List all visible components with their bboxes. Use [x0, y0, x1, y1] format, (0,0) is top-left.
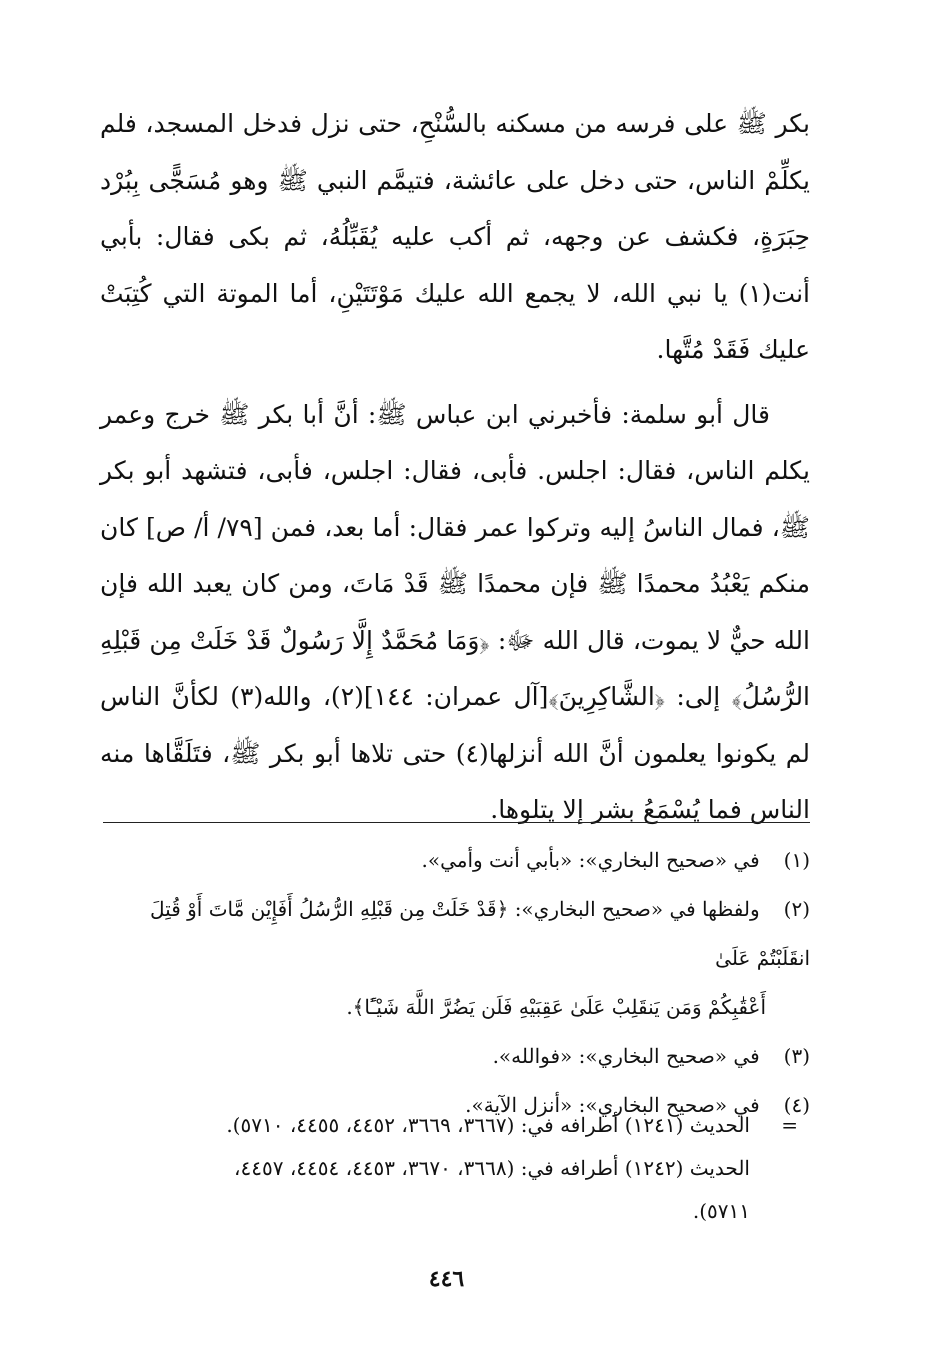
hadith-ref-line-2: الحديث (١٢٤٢) أطرافه في: (٣٦٦٨، ٣٦٧٠، ٤٤٥٣، ٤٤٥٤، ٤٤٥٧،	[234, 1156, 750, 1180]
footnote-text-continued: أَعْقَٰبِكُمْ وَمَن يَنقَلِبْ عَلَىٰ عَقِبَيْهِ فَلَن يَضُرَّ اللَّهَ شَيْـًٔا﴾.	[346, 995, 766, 1019]
footnote-number: (٢)	[783, 897, 810, 921]
footnote-text: ولفظها في «صحيح البخاري»: ﴿قَدْ خَلَتْ مِن قَبْلِهِ الرُّسُلُ أَفَإِيْن مَّاتَ أَوْ قُتِلَ انقَلَبْتُمْ عَلَىٰ	[150, 897, 810, 970]
footnote-3	[96, 1032, 810, 1081]
footnote-text: في «صحيح البخاري»: «فوالله».	[492, 1044, 760, 1068]
hadith-ref-line-1: الحديث (١٢٤١) أطرافه في: (٣٦٦٧، ٣٦٦٩، ٤٤٥٢، ٤٤٥٥، ٥٧١٠).	[226, 1113, 750, 1137]
page-number: ٤٤٦	[428, 1266, 465, 1292]
footnote-text: في «صحيح البخاري»: «أنزل الآية».	[465, 1093, 760, 1117]
footnote-2	[96, 885, 810, 1032]
footnote-1	[96, 836, 810, 885]
footnotes-list	[96, 836, 810, 1130]
paragraph-1: بكر ﷺ على فرسه من مسكنه بالسُّنْحِ، حتى نزل فدخل المسجد، فلم يكلِّمْ الناس، حتى دخل على عائشة، فتيمَّم النبي ﷺ وهو مُسَجًّى بِبُرْد حِبَرَةٍ، فكشف عن وجهه، ثم أكب عليه يُقَبِّلُهُ، ثم بكى فقال: بأبي أنت(١) يا نبي الله، لا يجمع الله عليك مَوْتَتَيْنِ، أما الموتة التي كُتِبَتْ عليك فَقَدْ مُتَّها.	[100, 109, 810, 364]
footnote-number: (١)	[783, 848, 810, 872]
footnote-number: (٣)	[783, 1044, 810, 1068]
footnote-separator	[103, 822, 810, 823]
footnote-text: في «صحيح البخاري»: «بأبي أنت وأمي».	[421, 848, 760, 872]
footnote-number: (٤)	[783, 1093, 810, 1117]
paragraph-2: قال أبو سلمة: فأخبرني ابن عباس ﷺ: أنَّ أبا بكر ﷺ خرج وعمر يكلم الناس، فقال: اجلس. فأبى، فقال: اجلس، فأبى، فتشهد أبو بكر ﷺ، فمال الناسُ إليه وتركوا عمر فقال: أما بعد، فمن [٧٩/ أ/ ص] كان منكم يَعْبُدُ محمدًا ﷺ فإن محمدًا ﷺ قَدْ مَاتَ، ومن كان يعبد الله فإن الله حيٌّ لا يموت، قال الله ﷻ: ﴿وَمَا مُحَمَّدٌ إِلَّا رَسُولٌ قَدْ خَلَتْ مِن قَبْلِهِ الرُّسُلُ﴾ إلى: ﴿الشَّاكِرِينَ﴾[آل عمران: ١٤٤](٢)، والله(٣) لكأنَّ الناس لم يكونوا يعلمون أنَّ الله أنزلها(٤) حتى تلاها أبو بكر ﷺ، فتَلَقَّاها منه الناس فما يُسْمَعُ بشر إلا يتلوها.	[100, 399, 811, 824]
hadith-ref-line-3: ٥٧١١).	[692, 1199, 750, 1223]
main-body-text	[100, 96, 810, 839]
continuation-mark: =	[781, 1113, 798, 1137]
hadith-cross-references	[96, 1104, 810, 1233]
